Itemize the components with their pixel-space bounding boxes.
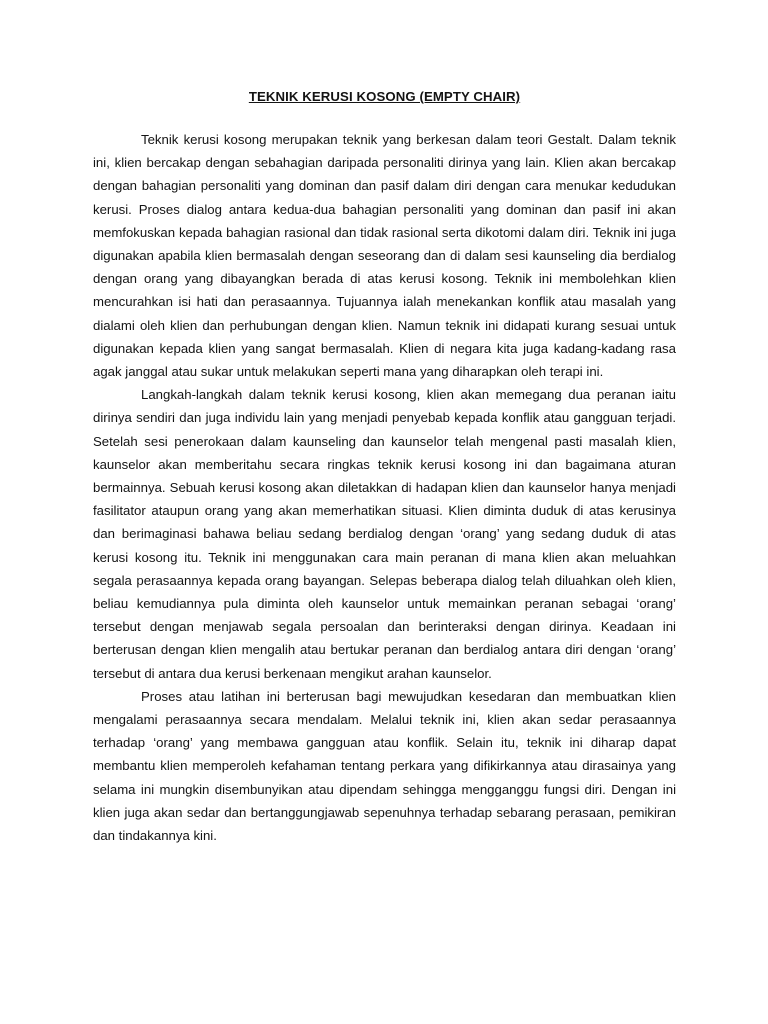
paragraph-2: Langkah-langkah dalam teknik kerusi kosong, klien akan memegang dua peranan iaitu dirinya sendiri dan juga individu lain yang menjadi penyebab kepada konflik atau gangguan terjadi. Setelah sesi penerokaan dalam kaunseling dan kaunselor telah mengenal pasti masalah klien, kaunselor akan memberitahu secara ringkas teknik kerusi kosong ini dan bagaimana aturan bermainnya. Sebuah kerusi kosong akan diletakkan di hadapan klien dan kaunselor hanya menjadi fasilitator ataupun orang yang akan memerhatikan situasi. Klien diminta duduk di atas kerusinya dan berimaginasi bahawa beliau sedang berdialog dengan ‘orang’ yang sedang duduk di atas kerusi kosong itu. Teknik ini menggunakan cara main peranan di mana klien akan meluahkan segala perasaannya kepada orang bayangan. Selepas beberapa dialog telah diluahkan oleh klien, beliau kemudiannya pula diminta oleh kaunselor untuk memainkan peranan sebagai ‘orang’ tersebut dengan menjawab segala persoalan dan berinteraksi dengan dirinya. Keadaan ini berterusan dengan klien mengalih atau bertukar peranan dan berdialog antara diri dengan ‘orang’ tersebut di antara dua kerusi berkenaan mengikut arahan kaunselor. bbox=[93, 387, 676, 681]
paragraph-1: Teknik kerusi kosong merupakan teknik yang berkesan dalam teori Gestalt. Dalam teknik ini, klien bercakap dengan sebahagian daripada personaliti dirinya yang lain. Klien akan bercakap dengan bahagian personaliti yang dominan dan pasif dalam diri dengan cara menukar kedudukan kerusi. Proses dialog antara kedua-dua bahagian personaliti yang dominan dan pasif ini akan memfokuskan kepada bahagian rasional dan tidak rasional serta dikotomi dalam diri. Teknik ini juga digunakan apabila klien bermasalah dengan seseorang dan di dalam sesi kaunseling dia berdialog dengan orang yang dibayangkan berada di atas kerusi kosong. Teknik ini membolehkan klien mencurahkan isi hati dan perasaannya. Tujuannya ialah menekankan konflik atau masalah yang dialami oleh klien dan perhubungan dengan klien. Namun teknik ini didapati kurang sesuai untuk digunakan kepada klien yang sangat bermasalah. Klien di negara kita juga kadang-kadang rasa agak janggal atau sukar untuk melakukan seperti mana yang diharapkan oleh terapi ini. bbox=[93, 132, 676, 380]
document-page bbox=[93, 88, 676, 847]
document-title: TEKNIK KERUSI KOSONG (EMPTY CHAIR) bbox=[248, 89, 521, 104]
paragraph-3: Proses atau latihan ini berterusan bagi mewujudkan kesedaran dan membuatkan klien mengalami perasaannya secara mendalam. Melalui teknik ini, klien akan sedar perasaannya terhadap ‘orang’ yang membawa gangguan atau konflik. Selain itu, teknik ini diharap dapat membantu klien memperoleh kefahaman tentang perkara yang difikirkannya atau dirasainya yang selama ini mungkin disembunyikan atau dipendam sehingga mengganggu fungsi diri. Dengan ini klien juga akan sedar dan bertanggungjawab sepenuhnya terhadap sebarang perasaan, pemikiran dan tindakannya kini. bbox=[93, 688, 676, 844]
